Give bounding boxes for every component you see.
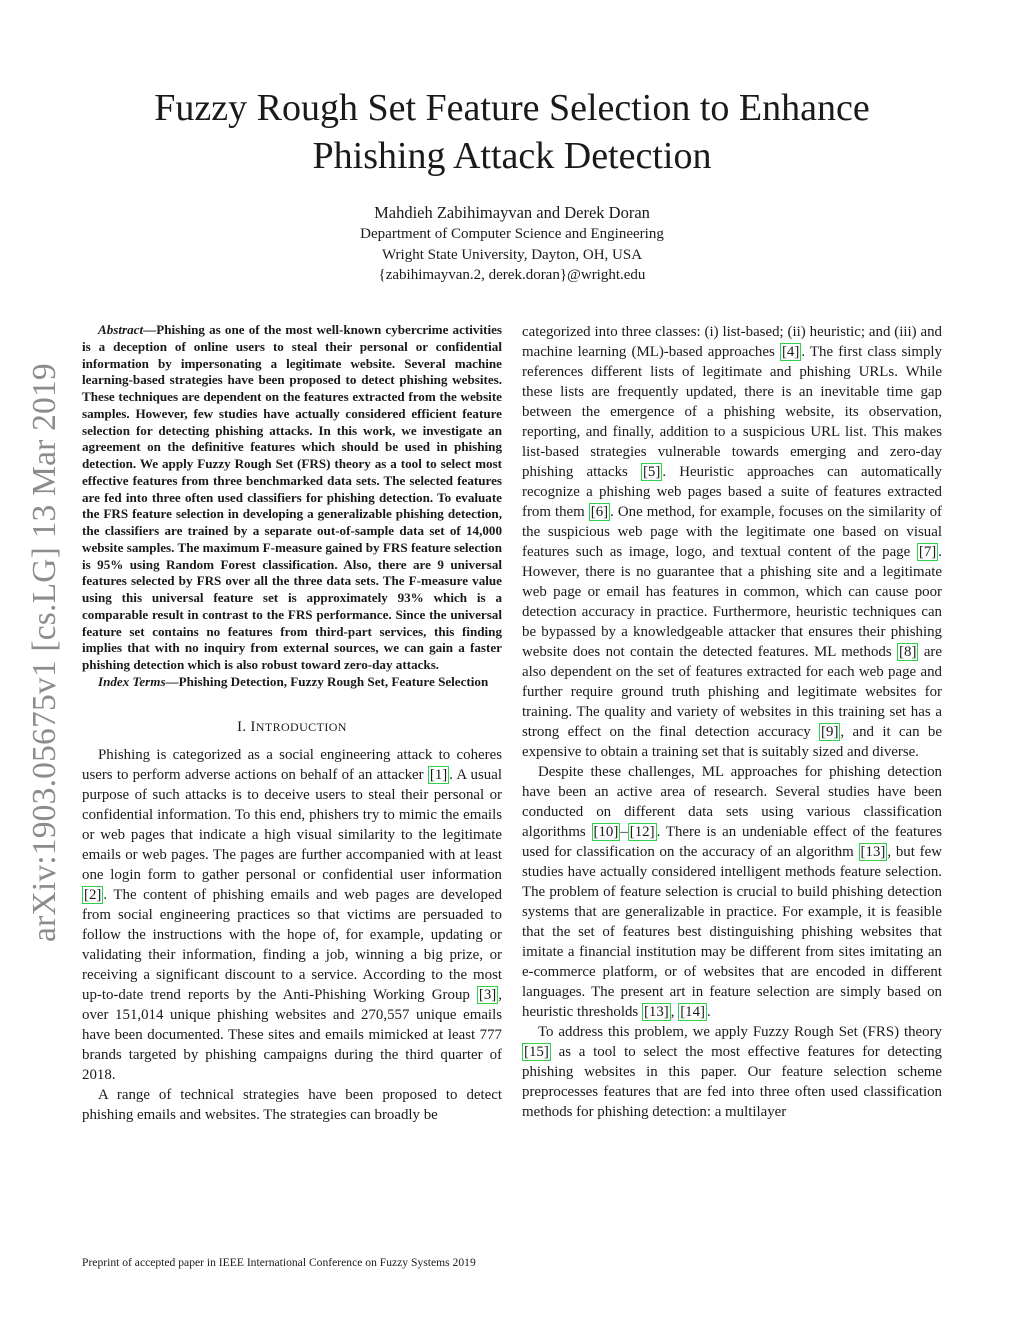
citation-link[interactable]: [15] [524,1044,549,1060]
arxiv-identifier: arXiv:1903.05675v1 [cs.LG] 13 Mar 2019 [26,363,63,942]
citation-link[interactable]: [10] [593,824,619,840]
index-terms-label: Index Terms [98,673,166,689]
paper-title [80,84,944,180]
index-terms [82,674,502,691]
index-terms-text: —Phishing Detection, Fuzzy Rough Set, Feature Selection [165,673,489,689]
citation-link[interactable]: [1] [429,766,448,783]
author-department: Department of Computer Science and Engineering [360,226,664,242]
intro-paragraph-2-continued: categorized into three classes: (i) list-based; (ii) heuristic; and (iii) and machine learning (ML)-based approaches [4] . The first class simply references different lists of legitimate and phishing URLs. While these lists are frequently updated, there is an inevitable time gap between the emergence of a phishing website, its observation, reporting, and finally, addition to a suspicious URL list. This makes list-based strategies vulnerable towards emerging and zero-day phishing attacks [5] . Heuristic approaches can automatically recognize a phishing web pages based a suite of features extracted from them [6] . One method, for example, focuses on the similarity of the suspicious web page with the legitimate one based on visual features such as image, logo, and textual content of the page [7] . However, there is no guarantee that a phishing site and a legitimate web page or email has features in common, which can cause poor detection accuracy in practice. Furthermore, heuristic techniques can be bypassed by a knowledgeable attacker that ensures their phishing website does not contain the detected features. ML methods [8] are also dependent on the set of features extracted for each web page and further require ground truth phishing and legitimate websites for training. The quality and variety of websites in this training set has a strong effect on the final detection accuracy [9] , and it can be expensive to obtain a training set that is suitably sized and diverse. [522,324,943,760]
citation-link[interactable]: [4] [781,344,800,360]
author-email: {zabihimayvan.2, derek.doran}@wright.edu [378,267,646,283]
preprint-footer: Preprint of accepted paper in IEEE International Conference on Fuzzy Systems 2019 [82,1256,476,1269]
abstract [82,322,502,691]
author-block [160,202,864,286]
author-university: Wright State University, Dayton, OH, USA [381,246,643,263]
author-names: Mahdieh Zabihimayvan and Derek Doran [374,203,650,222]
title-line-2: Phishing Attack Detection [312,135,712,177]
citation-link[interactable]: [2] [84,886,102,903]
citation-link[interactable]: [9] [821,724,839,740]
section-heading-introduction: I. INTRODUCTION [237,718,347,735]
citation-link[interactable]: [3] [478,986,497,1003]
citation-link[interactable]: [13] [643,1004,669,1020]
arxiv-side-stamp [22,350,62,950]
citation-link[interactable]: [6] [590,504,609,520]
citation-link[interactable]: [13] [860,844,886,860]
abstract-label: Abstract [98,322,144,337]
citation-link[interactable]: [8] [899,644,917,660]
intro-paragraph-1: Phishing is categorized as a social engineering attack to coheres users to perform adverse actions on behalf of an attacker [1] . A usual purpose of such attacks is to deceive users to steal their personal or confidential information. To this end, phishers try to mimic the emails or web pages that indicate a high visual similarity to the legitimate emails or web pages. The pages are further accompanied with at least one login form to gather personal or confidential user information [2] . The content of phishing emails and web pages are developed from social engineering practices so that victims are persuaded to follow the instructions with the hope of, for example, updating or validating their information, finding a job, winning a big prize, or receiving a significant discount to a service. According to the most up-to-date trend reports by the Anti-Phishing Working Group [3] , over 151,014 unique phishing websites and 270,557 unique emails have been documented. These sites and emails mimicked at least 777 brands targeted by phishing campaigns during the third quarter of 2018. [82,746,502,1083]
left-column [82,322,502,1125]
intro-paragraph-3: Despite these challenges, ML approaches for phishing detection have been an active area of research. Several studies have been conducted on different data sets using various classification algorithms [10] – [12] . There is an undeniable effect of the features used for classification on the accuracy of an algorithm [13] , but few studies have actually considered intelligent methods feature selection. The problem of feature selection is crucial to build phishing detection systems that are generalizable in practice. For example, it is feasible that the set of features best distinguishing phishing websites that imitate a financial institution may be different from sites imitating an e-commerce platform, or of websites that are encoded in different languages. The present art in feature selection are simply based on heuristic thresholds [13] , [14] . [522,764,942,1020]
abstract-paragraph [82,322,502,674]
abstract-text: —Phishing as one of the most well-known cybercrime activities is a deception of online users to steal their personal or confidential information by impersonating a legitimate website. Several machine learning-based strategies have been proposed to detect phishing websites. These techniques are dependent on the features extracted from the website samples. However, few studies have actually considered efficient feature selection for detecting phishing attacks. In this work, we investigate an agreement on the definitive features which should be used in phishing detection. We apply Fuzzy Rough Set (FRS) theory as a tool to select most effective features from three benchmarked data sets. The selected features are fed into three often used classifiers for phishing detection. To evaluate the FRS feature selection in developing a generalizable phishing detection, the classifiers are trained by a separate out-of-sample data set of 14,000 website samples. The maximum F-measure gained by FRS feature selection is 95% using Random Forest classification. Also, there are 9 universal features selected by FRS over all the three data sets. The F-measure value using this universal feature set is approximately 93% which is a comparable result in contrast to the FRS performance. Since the universal feature set contains no features from third-part services, this finding implies that with no inquiry from external sources, we can gain a faster phishing detection which is also robust toward zero-day attacks. [82,322,502,672]
citation-link[interactable]: [14] [680,1004,706,1020]
intro-paragraph-2: A range of technical strategies have been proposed to detect phishing emails and websites. The strategies can broadly be [82,1086,502,1123]
citation-link[interactable]: [5] [642,464,661,480]
title-line-1: Fuzzy Rough Set Feature Selection to Enhance [154,87,870,129]
citation-link[interactable]: [7] [918,544,937,560]
intro-paragraph-4: To address this problem, we apply Fuzzy Rough Set (FRS) theory [15] as a tool to select the most effective features for detecting phishing websites in this paper. Our feature selection scheme preprocesses features that are fed into three often used classification methods for phishing detection: a multilayer [522,1024,942,1120]
citation-link[interactable]: [12] [629,824,655,840]
right-column [522,322,942,1122]
